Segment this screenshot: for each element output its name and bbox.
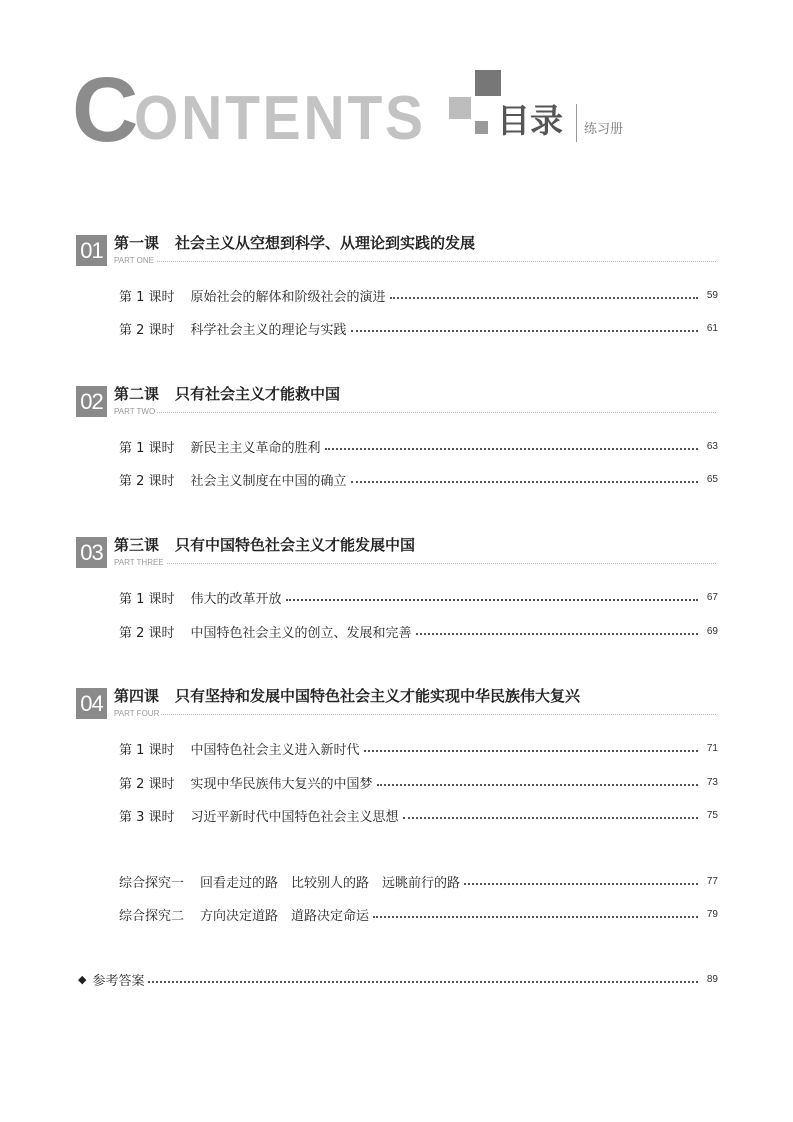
- contents-header: [0, 0, 793, 170]
- leader-dots: [364, 750, 698, 752]
- exploration-entry[interactable]: [119, 904, 718, 924]
- lesson-label: 第三课: [114, 536, 160, 554]
- entry-page: 67: [706, 591, 718, 603]
- entry-page: 71: [706, 742, 718, 754]
- lesson-title[interactable]: [114, 534, 415, 555]
- entry-page: 59: [706, 289, 718, 301]
- leader-dots: [325, 448, 698, 450]
- leader-dots: [286, 599, 698, 601]
- lesson-number: 01: [76, 235, 107, 266]
- entry-title: 中国特色社会主义进入新时代: [190, 742, 360, 758]
- entry-title: 新民主主义革命的胜利: [190, 440, 321, 456]
- exploration-entry[interactable]: [119, 871, 718, 891]
- entry-title: 参考答案: [92, 973, 145, 989]
- entry-period: 第 1 课时: [119, 591, 175, 607]
- lesson-number: 02: [76, 386, 107, 417]
- answers-entry[interactable]: [78, 969, 718, 989]
- leader-dots: [390, 297, 698, 299]
- contents-word: ONTENTS: [134, 84, 426, 153]
- entry-page: 65: [706, 473, 718, 485]
- entry-period: 第 2 课时: [119, 776, 175, 792]
- part-row: [114, 256, 716, 266]
- entry-period: 综合探究一: [119, 875, 185, 891]
- entry-page: 63: [706, 440, 718, 452]
- part-divider: [114, 261, 716, 262]
- entry-period: 第 1 课时: [119, 742, 175, 758]
- part-row: [114, 407, 716, 417]
- lesson-title[interactable]: [114, 685, 580, 706]
- entry-title: 伟大的改革开放: [190, 591, 282, 607]
- entry-page: 73: [706, 776, 718, 788]
- entry-page: 69: [706, 625, 718, 637]
- entry-page: 61: [706, 322, 718, 334]
- entry-title: 习近平新时代中国特色社会主义思想: [190, 809, 399, 825]
- lesson-subtitle: 只有社会主义才能救中国: [175, 385, 341, 403]
- entry-title: 实现中华民族伟大复兴的中国梦: [190, 776, 373, 792]
- entry-page: 77: [706, 875, 718, 887]
- entry-period: 第 3 课时: [119, 809, 175, 825]
- leader-dots: [373, 916, 698, 918]
- leader-dots: [351, 330, 698, 332]
- toc-entry[interactable]: [119, 738, 718, 758]
- lesson-subtitle: 只有中国特色社会主义才能发展中国: [175, 536, 416, 554]
- part-row: [114, 709, 716, 719]
- toc-entry[interactable]: [119, 621, 718, 641]
- decor-square-small: [475, 121, 488, 134]
- entry-title: 科学社会主义的理论与实践: [190, 322, 347, 338]
- lesson-label: 第二课: [114, 385, 160, 403]
- lesson-label: 第四课: [114, 687, 160, 705]
- entry-page: 79: [706, 908, 718, 920]
- toc-entry[interactable]: [119, 587, 718, 607]
- entry-period: 第 1 课时: [119, 440, 175, 456]
- part-label: PART ONE: [114, 256, 155, 265]
- leader-dots: [351, 481, 698, 483]
- leader-dots: [464, 883, 698, 885]
- entry-title: 原始社会的解体和阶级社会的演进: [190, 289, 386, 305]
- diamond-bullet-icon: ◆: [78, 972, 87, 986]
- toc-entry[interactable]: [119, 318, 718, 338]
- part-label: PART THREE: [114, 558, 164, 567]
- part-label: PART FOUR: [114, 709, 160, 718]
- page-subtitle: 练习册: [584, 122, 624, 137]
- lesson-label: 第一课: [114, 234, 160, 252]
- part-divider: [114, 563, 716, 564]
- page-title: 目录: [497, 101, 563, 140]
- part-divider: [114, 412, 716, 413]
- part-divider: [114, 714, 716, 715]
- entry-title: 回看走过的路 比较别人的路 远眺前行的路: [200, 875, 461, 891]
- decor-square-dark: [475, 70, 501, 96]
- decor-square-light: [449, 97, 471, 119]
- part-row: [114, 558, 716, 568]
- leader-dots: [148, 981, 698, 983]
- leader-dots: [403, 817, 698, 819]
- entry-page: 75: [706, 809, 718, 821]
- toc-entry[interactable]: [119, 805, 718, 825]
- entry-period: 第 2 课时: [119, 625, 175, 641]
- lesson-title[interactable]: [114, 232, 475, 253]
- toc-entry[interactable]: [119, 469, 718, 489]
- lesson-title[interactable]: [114, 383, 340, 404]
- entry-period: 第 2 课时: [119, 322, 175, 338]
- part-label: PART TWO: [114, 407, 156, 416]
- leader-dots: [377, 784, 698, 786]
- lesson-number: 04: [76, 688, 107, 719]
- toc-entry[interactable]: [119, 285, 718, 305]
- lesson-number: 03: [76, 537, 107, 568]
- entry-page: 89: [706, 973, 718, 985]
- entry-title: 中国特色社会主义的创立、发展和完善: [190, 625, 412, 641]
- toc-entry[interactable]: [119, 772, 718, 792]
- entry-title: 方向决定道路 道路决定命运: [200, 908, 370, 924]
- toc-entry[interactable]: [119, 436, 718, 456]
- lesson-subtitle: 只有坚持和发展中国特色社会主义才能实现中华民族伟大复兴: [175, 687, 581, 705]
- title-divider: [576, 104, 577, 142]
- entry-period: 第 1 课时: [119, 289, 175, 305]
- lesson-subtitle: 社会主义从空想到科学、从理论到实践的发展: [175, 234, 476, 252]
- leader-dots: [416, 633, 698, 635]
- contents-initial: C: [72, 59, 139, 161]
- entry-period: 第 2 课时: [119, 473, 175, 489]
- entry-title: 社会主义制度在中国的确立: [190, 473, 347, 489]
- entry-period: 综合探究二: [119, 908, 185, 924]
